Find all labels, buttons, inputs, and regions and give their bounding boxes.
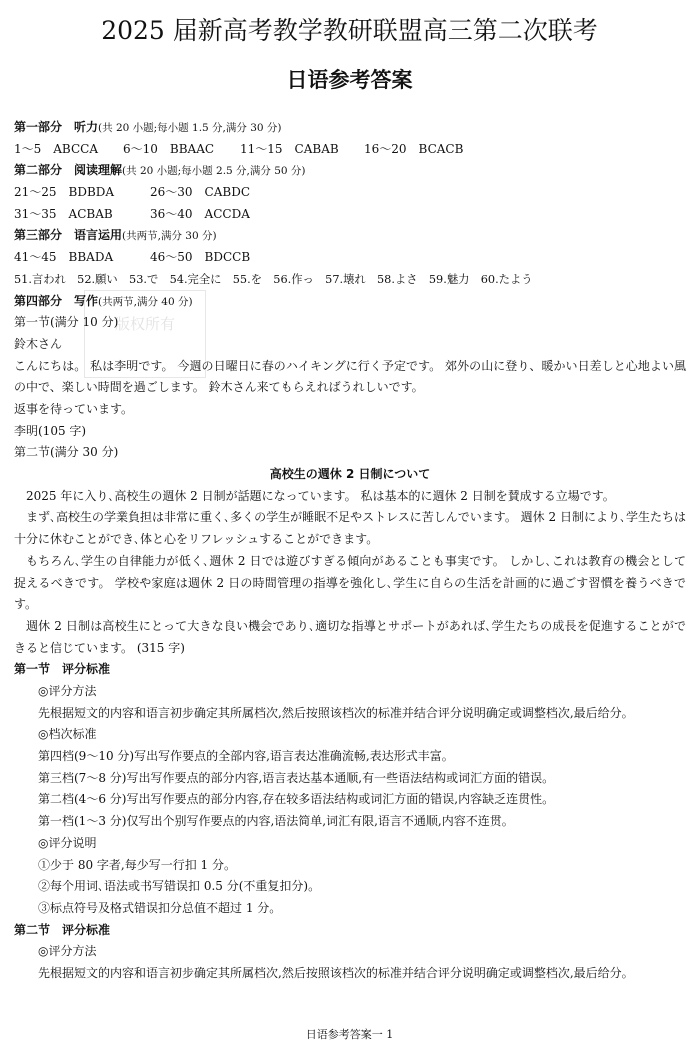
scoring1-heading: 第一节 评分标准 — [14, 662, 111, 677]
page-footer: 日语参考答案一 1 — [305, 1028, 394, 1041]
part3-answers-row1 — [14, 247, 686, 269]
part1-title: 第一部分 听力 — [14, 120, 99, 134]
document-subtitle: 日语参考答案 — [286, 68, 413, 92]
essay-paragraph: まず､高校生の学業負担は非常に重く､多くの学生が睡眠不足やストレスに苦しんでいます。 週休 2 日制により､学生たちは十分に休むことができ､体と心をリフレッシュすることができます。 — [14, 510, 686, 547]
part2-heading — [14, 160, 686, 182]
scoring-level: 第四档(9～10 分)写出写作要点的全部内容,语言表达准确流畅,表达形式丰富。 — [38, 749, 454, 764]
answer-group: 31～35 ACBAB — [14, 206, 113, 221]
essay-paragraph: 週休 2 日制は高校生にとって大きな良い機会であり､適切な指導とサポートがあれば､学生たちの成長を促進することができると信じています。 (315 字) — [14, 618, 686, 655]
essay-title: 高校生の週休 2 日制について — [269, 467, 431, 482]
essay-paragraph: 2025 年に入り､高校生の週休 2 日制が話題になっています。 私は基本的に週休 2 日制を賛成する立場です。 — [26, 488, 615, 503]
letter-signature: 李明(105 字) — [14, 423, 87, 438]
scoring1-notes-label: ◎评分说明 — [38, 835, 97, 850]
part3-note: (共两节,满分 30 分) — [122, 230, 217, 243]
answer-group: 21～25 BDBDA — [14, 185, 115, 200]
scoring2-method-text: 先根据短文的内容和语言初步确定其所属档次,然后按照该档次的标准并结合评分说明确定或调整档次,最后给分。 — [38, 965, 634, 980]
scoring-note: ②每个用词､语法或书写错误扣 0.5 分(不重复扣分)。 — [38, 879, 321, 894]
part4-title: 第四部分 写作 — [14, 293, 99, 308]
part2-answers-row2 — [14, 204, 686, 226]
part4-section2-label: 第二节(满分 30 分) — [14, 445, 119, 460]
answer-group: 36～40 ACCDA — [150, 206, 250, 221]
answer-group: 16～20 BCACB — [364, 141, 464, 156]
part1-answers — [14, 139, 686, 161]
answer-group: 26～30 CABDC — [150, 185, 251, 200]
part2-note: (共 20 小题;每小题 2.5 分,满分 50 分) — [122, 165, 306, 178]
answer-group: 1～5 ABCCA — [14, 141, 99, 156]
part4-note: (共两节,满分 40 分) — [98, 295, 193, 308]
part3-heading — [14, 225, 686, 247]
scoring1-method-text: 先根据短文的内容和语言初步确定其所属档次,然后按照该档次的标准并结合评分说明确定或调整档次,最后给分。 — [38, 705, 634, 720]
part1-note: (共 20 小题;每小题 1.5 分,满分 30 分) — [98, 122, 282, 134]
part3-title: 第三部分 语言运用 — [14, 228, 123, 243]
scoring-note: ①少于 80 字者,每少写一行扣 1 分。 — [38, 857, 236, 872]
watermark-text: 版权所有 — [114, 315, 175, 333]
scoring-level: 第二档(4～6 分)写出写作要点的部分内容,存在较多语法结构或词汇方面的错误,内容缺乏连贯性。 — [38, 792, 555, 807]
exam-title: 2025 届新高考教学教研联盟高三第二次联考 — [101, 16, 598, 45]
part2-answers-row1 — [14, 182, 686, 204]
answer-group: 46～50 BDCCB — [150, 250, 251, 265]
answer-group: 6～10 BBAAC — [123, 141, 215, 156]
document-body — [14, 117, 686, 985]
scoring-level: 第三档(7～8 分)写出写作要点的部分内容,语言表达基本通顺,有一些语法结构或词汇方面的错误。 — [38, 770, 555, 785]
scoring1-method-label: ◎评分方法 — [38, 684, 97, 699]
scoring-note: ③标点符号及格式错误扣分总值不超过 1 分。 — [38, 900, 282, 915]
letter-body: こんにちは。 私は李明です。 今週の日曜日に春のハイキングに行く予定です。 郊外の山に登り、暖かい日差しと心地よい風の中で、楽しい時間を過ごします。 鈴木さん来てもらえればうれしいです。 — [14, 358, 686, 395]
letter-addressee: 鈴木さん — [14, 336, 63, 351]
essay-paragraph: もちろん､学生の自律能力が低く､週休 2 日では遊びすぎる傾向があることも事実です。 しかし､これは教育の機会として捉えるべきです。 学校や家庭は週休 2 日の時間管理の指導を強化し､学生に自らの生活を計画的に過ごす習慣を養うべきです。 — [14, 553, 686, 612]
scoring1-levels-label: ◎档次标准 — [38, 727, 97, 742]
part3-answers-row2: 51.言われ 52.願い 53.で 54.完全に 55.を 56.作っ 57.壊れ 58.よさ 59.魅力 60.たよう — [14, 272, 533, 286]
part4-heading — [14, 291, 686, 313]
part1-heading — [14, 117, 686, 139]
letter-closing: 返事を待っています。 — [14, 401, 134, 416]
part2-title: 第二部分 阅读理解 — [14, 163, 123, 178]
part4-section1-label: 第一节(满分 10 分) — [14, 315, 119, 330]
scoring-level: 第一档(1～3 分)仅写出个别写作要点的内容,语法简单,词汇有限,语言不通顺,内容不连贯。 — [38, 814, 514, 829]
scoring2-heading: 第二节 评分标准 — [14, 922, 111, 937]
answer-group: 11～15 CABAB — [240, 141, 339, 156]
answer-group: 41～45 BBADA — [14, 250, 114, 265]
scoring2-method-label: ◎评分方法 — [38, 944, 97, 959]
